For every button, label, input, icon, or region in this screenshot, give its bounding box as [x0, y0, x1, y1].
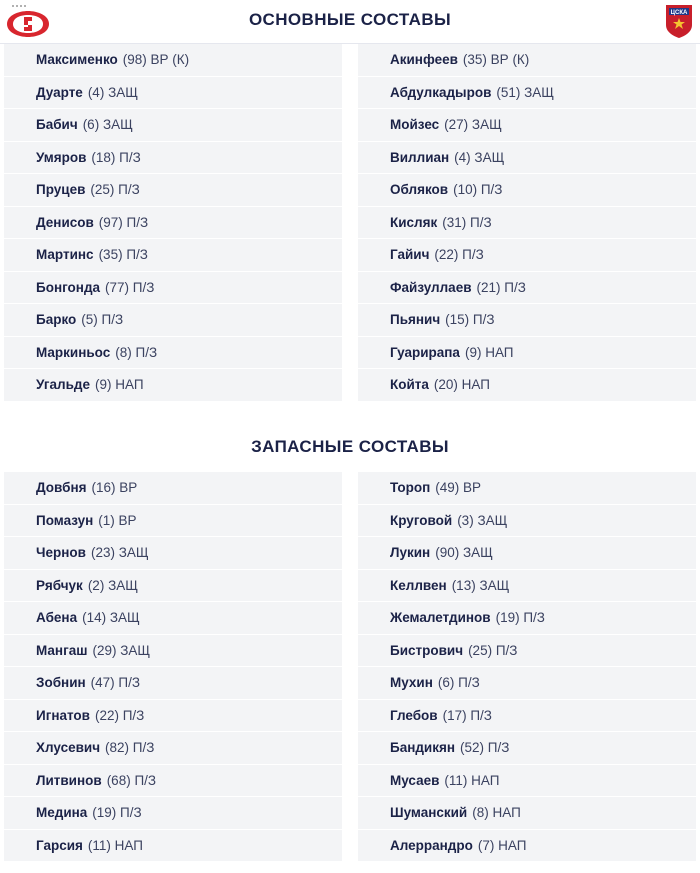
- player-name: Глебов: [390, 707, 438, 723]
- player-name: Мангаш: [36, 642, 88, 658]
- player-row: [4, 472, 342, 505]
- player-name: Барко: [36, 312, 77, 327]
- player-row: [4, 337, 342, 370]
- player-number-position: (49) ВР: [435, 480, 482, 495]
- player-row: [4, 174, 342, 207]
- player-row: [358, 570, 696, 603]
- player-number-position: (22) П/З: [94, 707, 145, 723]
- cska-logo: [664, 3, 694, 39]
- player-row: [358, 272, 696, 305]
- player-name: Абдулкадыров: [390, 84, 492, 100]
- player-name: Помазун: [36, 512, 94, 528]
- home-starting-list: [4, 44, 342, 402]
- player-name: Мухин: [390, 675, 433, 690]
- player-name: Лукин: [390, 545, 431, 560]
- player-number-position: (4) ЗАЩ: [87, 84, 138, 100]
- substitutes-title: ЗАПАСНЫЕ СОСТАВЫ: [251, 437, 449, 456]
- player-row: [4, 537, 342, 570]
- player-name: Гайич: [390, 247, 430, 262]
- player-number-position: (1) ВР: [98, 512, 137, 528]
- player-row: [4, 830, 342, 863]
- player-number-position: (9) НАП: [464, 344, 514, 360]
- player-number-position: (21) П/З: [476, 279, 526, 295]
- player-name: Бандикян: [390, 740, 456, 755]
- player-row: [4, 77, 342, 110]
- player-number-position: (29) ЗАЩ: [92, 642, 151, 658]
- player-name: Тороп: [390, 480, 431, 495]
- player-number-position: (77) П/З: [105, 279, 155, 295]
- player-number-position: (7) НАП: [477, 837, 527, 853]
- player-row: [358, 369, 696, 402]
- player-name: Зобнин: [36, 675, 86, 690]
- player-row: [358, 732, 696, 765]
- player-name: Максименко: [36, 52, 118, 67]
- player-number-position: (14) ЗАЩ: [82, 610, 140, 625]
- player-number-position: (15) П/З: [445, 312, 495, 327]
- player-name: Бабич: [36, 117, 78, 132]
- player-name: Кисляк: [390, 214, 438, 230]
- player-row: [358, 174, 696, 207]
- player-row: [358, 830, 696, 863]
- player-name: Дуарте: [36, 84, 83, 100]
- player-row: [4, 635, 342, 668]
- player-number-position: (20) НАП: [433, 377, 490, 392]
- player-name: Жемалетдинов: [390, 610, 491, 625]
- player-row: [4, 602, 342, 635]
- player-name: Файзуллаев: [390, 279, 472, 295]
- away-starting-list: [358, 44, 696, 402]
- player-name: Литвинов: [36, 772, 102, 788]
- player-row: [358, 472, 696, 505]
- player-name: Койта: [390, 377, 429, 392]
- player-number-position: (68) П/З: [106, 772, 157, 788]
- player-row: [358, 797, 696, 830]
- player-name: Денисов: [36, 214, 94, 230]
- player-number-position: (10) П/З: [453, 182, 503, 197]
- starting-lineups-title: ОСНОВНЫЕ СОСТАВЫ: [248, 10, 452, 29]
- player-number-position: (11) НАП: [444, 772, 500, 788]
- player-name: Обляков: [390, 182, 449, 197]
- player-name: Бонгонда: [36, 279, 101, 295]
- player-row: [4, 239, 342, 272]
- player-number-position: (11) НАП: [87, 837, 143, 853]
- player-number-position: (25) П/З: [468, 642, 518, 658]
- player-row: [4, 207, 342, 240]
- player-number-position: (90) ЗАЩ: [435, 545, 493, 560]
- player-row: [4, 272, 342, 305]
- player-row: [358, 77, 696, 110]
- player-number-position: (6) П/З: [437, 675, 480, 690]
- player-name: Бистрович: [390, 642, 464, 658]
- player-number-position: (97) П/З: [98, 214, 149, 230]
- player-number-position: (8) П/З: [115, 344, 158, 360]
- player-name: Чернов: [36, 545, 86, 560]
- player-name: Гуарирапа: [390, 344, 460, 360]
- player-number-position: (35) ВР (К): [462, 52, 530, 67]
- player-row: [358, 765, 696, 798]
- player-row: [4, 505, 342, 538]
- player-row: [358, 667, 696, 700]
- player-name: Хлусевич: [36, 740, 101, 755]
- player-row: [358, 109, 696, 142]
- player-row: [358, 635, 696, 668]
- player-row: [358, 537, 696, 570]
- cska-logo-text: ЦСКА: [670, 10, 688, 16]
- player-row: [4, 765, 342, 798]
- player-number-position: (9) НАП: [94, 377, 144, 392]
- player-name: Круговой: [390, 512, 453, 528]
- player-row: [4, 797, 342, 830]
- player-row: [4, 732, 342, 765]
- player-number-position: (4) ЗАЩ: [454, 149, 505, 165]
- player-name: Пруцев: [36, 182, 86, 197]
- player-name: Келлвен: [390, 577, 447, 593]
- player-number-position: (16) ВР: [91, 480, 138, 495]
- player-row: [358, 207, 696, 240]
- player-number-position: (19) П/З: [92, 805, 142, 820]
- player-row: [358, 337, 696, 370]
- player-number-position: (25) П/З: [90, 182, 140, 197]
- player-row: [358, 44, 696, 77]
- player-name: Акинфеев: [390, 52, 458, 67]
- player-number-position: (35) П/З: [98, 247, 148, 262]
- player-number-position: (27) ЗАЩ: [444, 117, 502, 132]
- player-number-position: (8) НАП: [472, 805, 521, 820]
- player-row: [358, 700, 696, 733]
- player-number-position: (98) ВР (К): [122, 52, 190, 67]
- player-number-position: (23) ЗАЩ: [90, 545, 149, 560]
- player-row: [4, 700, 342, 733]
- player-row: [358, 304, 696, 337]
- player-name: Мойзес: [390, 117, 440, 132]
- player-name: Угальде: [36, 377, 90, 392]
- player-number-position: (19) П/З: [495, 610, 545, 625]
- player-number-position: (5) П/З: [81, 312, 124, 327]
- player-row: [4, 667, 342, 700]
- player-number-position: (18) П/З: [91, 149, 141, 165]
- player-name: Медина: [36, 805, 88, 820]
- header: [0, 0, 700, 44]
- player-number-position: (22) П/З: [434, 247, 484, 262]
- player-row: [358, 142, 696, 175]
- player-name: Рябчук: [36, 577, 83, 593]
- away-substitutes-list: [358, 472, 696, 862]
- player-name: Мартинс: [36, 247, 94, 262]
- home-substitutes-list: [4, 472, 342, 862]
- player-number-position: (51) ЗАЩ: [496, 84, 554, 100]
- player-number-position: (13) ЗАЩ: [451, 577, 510, 593]
- player-name: Гарсия: [36, 837, 83, 853]
- player-row: [4, 109, 342, 142]
- player-name: Виллиан: [390, 149, 450, 165]
- player-name: Шуманский: [390, 805, 468, 820]
- player-number-position: (17) П/З: [442, 707, 492, 723]
- player-row: [4, 570, 342, 603]
- player-number-position: (82) П/З: [105, 740, 155, 755]
- player-row: [4, 142, 342, 175]
- player-number-position: (2) ЗАЩ: [87, 577, 138, 593]
- player-number-position: (3) ЗАЩ: [457, 512, 508, 528]
- player-row: [4, 369, 342, 402]
- player-number-position: (31) П/З: [442, 214, 492, 230]
- player-name: Умяров: [36, 149, 87, 165]
- player-number-position: (47) П/З: [90, 675, 141, 690]
- player-row: [358, 602, 696, 635]
- player-number-position: (52) П/З: [460, 740, 510, 755]
- player-row: [358, 505, 696, 538]
- player-name: Пьянич: [390, 312, 441, 327]
- player-row: [4, 304, 342, 337]
- player-row: [358, 239, 696, 272]
- player-name: Игнатов: [36, 707, 90, 723]
- player-name: Маркиньос: [36, 344, 111, 360]
- player-name: Довбня: [36, 480, 87, 495]
- player-name: Абена: [36, 610, 78, 625]
- player-row: [4, 44, 342, 77]
- player-name: Алеррандро: [390, 837, 473, 853]
- player-name: Мусаев: [390, 772, 440, 788]
- player-number-position: (6) ЗАЩ: [82, 117, 133, 132]
